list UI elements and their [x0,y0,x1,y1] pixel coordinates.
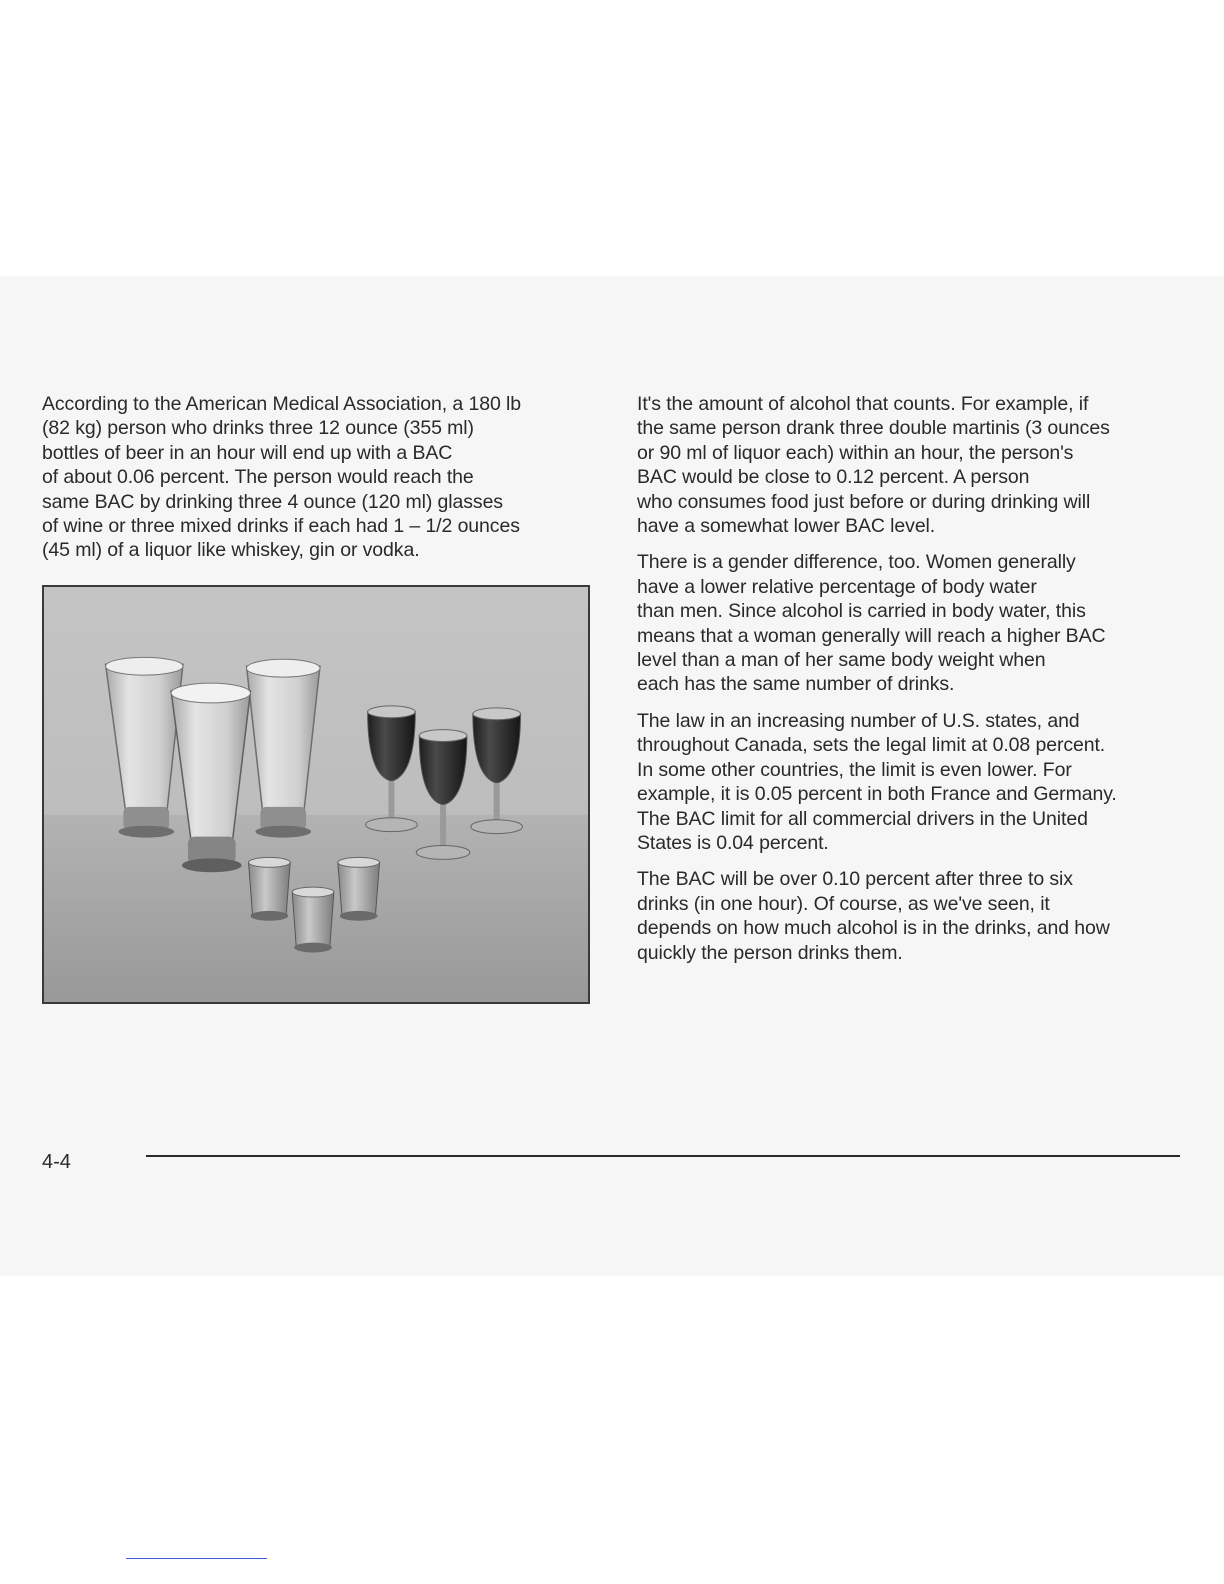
drinks-photo-icon [44,587,588,1002]
paragraph: There is a gender difference, too. Women generally have a lower relative percentage of body water than men. Since alcohol is carried in body water, this means that a woman generally will reach a higher BAC level than a man of her same body weight when each has the same number of drinks. [637,551,1106,696]
drinks-photo [42,585,590,1004]
footer-rule [146,1155,1180,1157]
bottom-link-rule [126,1558,267,1559]
left-column [42,392,602,575]
right-column [637,392,1197,977]
page-number: 4-4 [42,1151,71,1173]
paragraph: It's the amount of alcohol that counts. For example, if the same person drank three double martinis (3 ounces or 90 ml of liquor each) within an hour, the person's BAC would be close to 0.12 percent. A person who consumes food just before or during drinking will have a somewhat lower BAC level. [637,393,1110,538]
paragraph: The BAC will be over 0.10 percent after three to six drinks (in one hour). Of course, as we've seen, it depends on how much alcohol is in the drinks, and how quickly the person drinks them. [637,868,1110,964]
paragraph: The law in an increasing number of U.S. states, and throughout Canada, sets the legal limit at 0.08 percent. In some other countries, the limit is even lower. For example, it is 0.05 percent in both France and Germany. The BAC limit for all commercial drivers in the United States is 0.04 percent. [637,709,1117,854]
paragraph: According to the American Medical Association, a 180 lb (82 kg) person who drinks three 12 ounce (355 ml) bottles of beer in an hour will end up with a BAC of about 0.06 percent. The person would reach the same BAC by drinking three 4 ounce (120 ml) glasses of wine or three mixed drinks if each had 1 – 1/2 ounces (45 ml) of a liquor like whiskey, gin or vodka. [42,393,522,562]
